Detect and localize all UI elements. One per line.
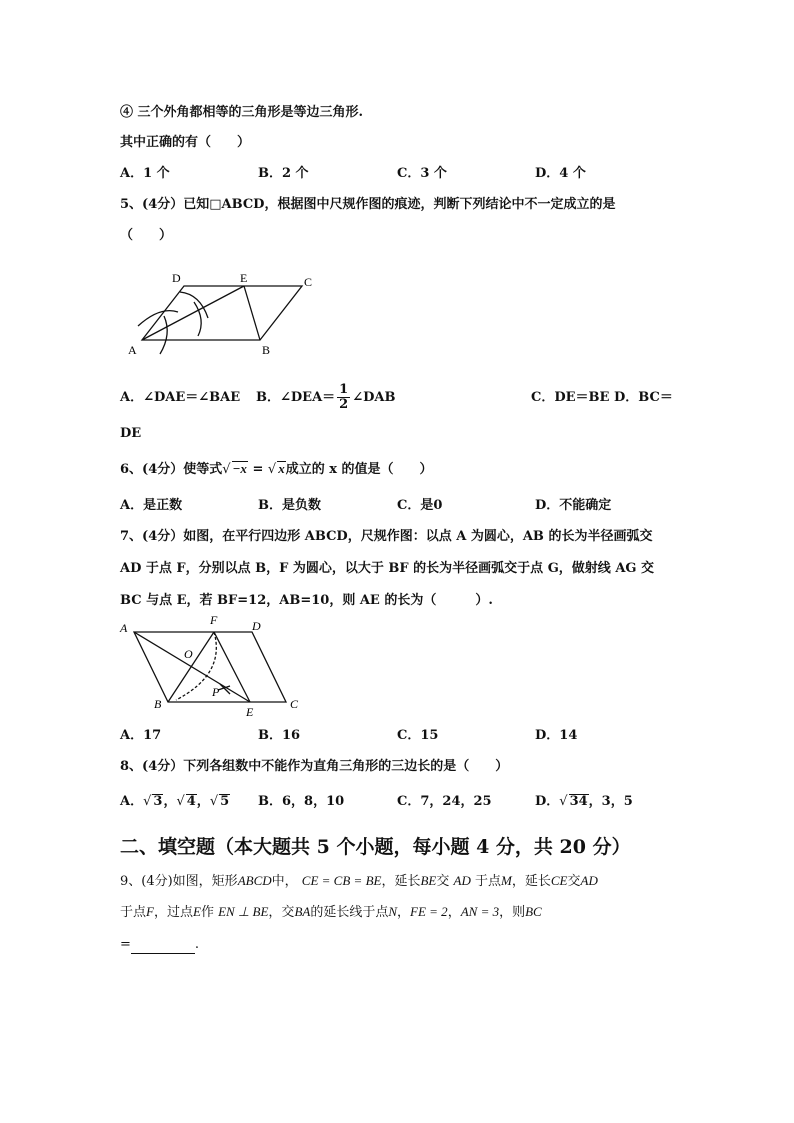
label-a: A: [128, 343, 137, 357]
q9-math: BC: [525, 904, 542, 919]
q9-text: 于点: [475, 874, 502, 889]
q9-text: ，过点: [153, 905, 193, 920]
q9-line2: [120, 903, 542, 922]
q9-text: 作: [200, 905, 214, 920]
question-prompt: 其中正确的有（ ）: [120, 135, 251, 150]
separator-1: ，: [163, 794, 177, 809]
q9-text: 交: [567, 874, 581, 889]
q9-text: 于点: [120, 905, 147, 920]
q9-line3: [120, 936, 199, 954]
q9-text: 9、(4分)如图，矩形: [120, 874, 238, 889]
q5-option-b-pre: B．∠DEA＝: [256, 390, 336, 405]
q7-stem-line3: BC 与点 E，若 BF=12，AB=10，则 AE 的长为（ ）.: [120, 593, 493, 608]
q9-math: ABCD: [237, 873, 272, 888]
parallelogram-abcd: [134, 632, 286, 702]
q9-math: CE = CB = BE: [301, 873, 382, 888]
q9-text: 的延长线于点: [310, 905, 389, 920]
q6-stem-pre: 6、(4分）使等式: [120, 462, 223, 477]
q5-stem-cont: （ ）: [120, 228, 173, 243]
q8-stem: 8、(4分）下列各组数中不能作为直角三角形的三边长的是（ ）: [120, 759, 509, 774]
answer-blank[interactable]: [131, 941, 195, 954]
q8-option-a-pre: A．: [120, 794, 144, 809]
radicand-5: 5: [220, 794, 230, 809]
label-b: B: [262, 343, 271, 357]
label-c: C: [290, 697, 299, 711]
q6-option-a: A．是正数: [120, 498, 183, 513]
q9-text: ，交: [268, 905, 295, 920]
q9-text: ，: [447, 905, 461, 920]
fraction-numerator: 1: [339, 382, 349, 397]
q8-option-d-post: ，3，5: [588, 794, 633, 809]
q9-math: AN = 3: [460, 904, 500, 919]
label-f: F: [210, 614, 218, 627]
q5-option-b: [256, 378, 395, 418]
label-a: A: [120, 621, 128, 635]
q7-option-b: B．16: [258, 728, 301, 743]
q9-math: E: [192, 904, 201, 919]
q6-stem-post: 成立的 x 的值是（ ）: [285, 462, 433, 477]
q8-option-a: A．√ 3，√ 4，√ 5: [120, 794, 230, 809]
q7-stem-line2: AD 于点 F，分别以点 B，F 为圆心，以大于 BF 的长为半径画弧交于点 G，做射线 AG 交: [120, 561, 655, 576]
arc-top: [180, 292, 208, 318]
q9-equals: =: [120, 937, 131, 952]
segment-eb: [244, 286, 260, 340]
fraction-denominator: 2: [339, 397, 349, 412]
option-d: D．4 个: [535, 166, 586, 181]
q9-line1: [120, 872, 598, 891]
label-d: D: [252, 619, 261, 633]
q6-option-d: D．不能确定: [535, 498, 612, 513]
label-c: C: [304, 275, 313, 289]
q9-text: 中，: [271, 874, 298, 889]
q6-stem: 6、(4分）使等式√ −x = √ x成立的 x 的值是（ ）: [120, 461, 433, 477]
q8-option-d: D．√ 34，3，5: [535, 794, 633, 809]
label-e: E: [246, 705, 254, 719]
arc-right: [194, 302, 201, 336]
option-b: B．2 个: [258, 166, 309, 181]
q5-option-a: A．∠DAE＝∠BAE: [120, 390, 241, 405]
q7-option-c: C．15: [397, 728, 439, 743]
label-b: B: [154, 697, 162, 711]
q6-radicand-1: −x: [232, 461, 247, 476]
q9-math: F: [146, 904, 154, 919]
label-d: D: [172, 271, 181, 285]
q8-option-b: B．6，8，10: [258, 794, 345, 809]
q9-math: CE: [550, 873, 568, 888]
q9-period: .: [194, 937, 200, 952]
segment-bf: [168, 632, 214, 702]
q8-option-d-pre: D．: [535, 794, 560, 809]
q6-equals: =: [252, 462, 264, 477]
q6-radicand-2: x: [278, 461, 285, 476]
q9-math: EN ⊥ BE: [218, 904, 269, 919]
q5-option-d-cont: DE: [120, 426, 142, 441]
q9-math: N: [388, 904, 398, 919]
label-e: E: [240, 271, 248, 285]
q5-stem: 5、(4分）已知□ABCD，根据图中尺规作图的痕迹，判断下列结论中不一定成立的是: [120, 197, 616, 212]
q5-option-b-post: ∠DAB: [352, 390, 396, 405]
q7-stem-line1: 7、(4分）如图，在平行四边形 ABCD，尺规作图：以点 A 为圆心，AB 的长为半径画弧交: [120, 529, 653, 544]
q9-text: ，: [397, 905, 411, 920]
q5-option-d: D．BC＝: [614, 390, 673, 405]
q9-math: BE: [420, 873, 437, 888]
q5-option-c: C．DE＝BE: [531, 390, 610, 405]
q5-figure: [120, 262, 330, 362]
radicand-4: 4: [186, 794, 196, 809]
q9-text: 交: [436, 874, 450, 889]
q7-figure: [114, 614, 314, 724]
q9-text: ，延长: [511, 874, 551, 889]
q9-math: M: [501, 873, 512, 888]
q9-math: AD: [580, 873, 598, 888]
q7-option-d: D．14: [535, 728, 578, 743]
parallelogram-abcd: [142, 286, 302, 340]
q9-math: FE = 2: [410, 904, 448, 919]
label-o: O: [184, 647, 193, 661]
section-heading: 二、填空题（本大题共 5 个小题，每小题 4 分，共 20 分）: [120, 836, 631, 858]
q9-text: ，则: [499, 905, 526, 920]
option-a: A．1 个: [120, 166, 170, 181]
q8-option-c: C．7，24，25: [397, 794, 492, 809]
q9-text: ，延长: [381, 874, 421, 889]
q9-math: BA: [294, 904, 311, 919]
radicand-34: 34: [569, 794, 588, 809]
q6-option-b: B．是负数: [258, 498, 321, 513]
radicand-3: 3: [153, 794, 163, 809]
q6-option-c: C．是0: [397, 498, 443, 513]
q7-option-a: A．17: [120, 728, 162, 743]
statement-4: ④ 三个外角都相等的三角形是等边三角形.: [120, 105, 364, 120]
separator-2: ，: [196, 794, 210, 809]
q9-math: AD: [453, 873, 471, 888]
label-p: P: [212, 685, 220, 699]
arc-near-a: [160, 316, 167, 354]
option-c: C．3 个: [397, 166, 447, 181]
dashed-arc: [176, 632, 216, 700]
fraction-half: [337, 383, 350, 412]
